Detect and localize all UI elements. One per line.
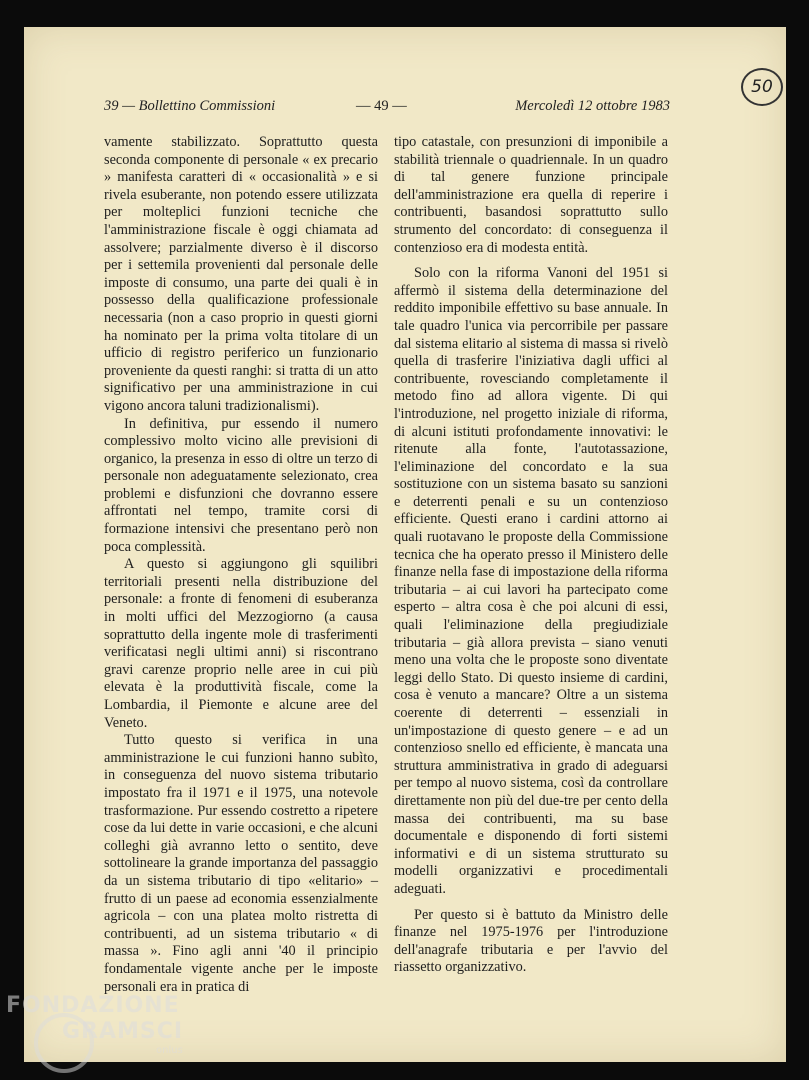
paragraph: Tutto questo si verifica in una amministrazione le cui funzioni hanno subìto, in conseguenza del nuovo sistema tributario impostato fra il 1971 e il 1975, una notevole trasformazione. Pur essendo costretto a ripetere cose da lui dette in varie occasioni, e che alcuni colleghi già avranno letto o sentito, deve sottolineare la grande importanza del passaggio da un sistema tributario di tipo «elitario» – frutto di un paese ad economia essenzialmente agricola – con una platea molto ristretta di contribuenti, ad un sistema tributario « di massa ». Fino agli anni '40 il principio fondamentale vigente anche per le imposte personali era in pratica di bbox=[104, 732, 378, 995]
watermark-line2: GRAMSCI bbox=[62, 1019, 184, 1044]
right-text-column bbox=[394, 134, 668, 977]
header-page-number: — 49 — bbox=[356, 98, 407, 114]
handwritten-page-mark: 50 bbox=[741, 68, 783, 106]
header-left: 39 — Bollettino Commissioni bbox=[104, 98, 276, 114]
running-header bbox=[104, 98, 670, 116]
watermark-onlus: onlus bbox=[156, 1045, 183, 1056]
paragraph: Per questo si è battuto da Ministro delle finanze nel 1975-1976 per l'introduzione dell'anagrafe tributaria e per l'avvio del riassetto organizzativo. bbox=[394, 906, 668, 976]
paragraph: In definitiva, pur essendo il numero complessivo molto vicino alle previsioni di organico, la presenza in esso di oltre un terzo di personale non adeguatamente selezionato, crea problemi e disfunzioni che dovranno essere affrontati nel tempo, tramite corsi di formazione intensivi che presentano però non poca complessità. bbox=[104, 415, 378, 555]
watermark-line1: FONDAZIONE bbox=[6, 993, 180, 1018]
paragraph: vamente stabilizzato. Soprattutto questa seconda componente di personale « ex precario » manifesta caratteri di « occasionalità » e si rivela esuberante, non potendo essere utilizzata per molteplici funzioni tecniche che l'amministrazione fiscale è oggi chiamata ad assolvere; parzialmente diverso è il discorso per i settemila provenienti dal personale delle imposte di consumo, una parte dei quali è in possesso della qualificazione professionale necessaria (non a caso proprio in questi giorni ha nominato per la prima volta titolare di un ufficio di registro periferico un funzionario proveniente da questi ranghi: si tratta di un atto significativo per una amministrazione in cui vigono ancora taluni tradizionalismi). bbox=[104, 134, 378, 414]
left-text-column bbox=[104, 134, 378, 996]
paragraph: A questo si aggiungono gli squilibri territoriali presenti nella distribuzione del personale: a fronte di fenomeni di esuberanza in molti uffici del Mezzogiorno (a causa soprattutto della ingente mole di trasferimenti verificatasi negli ultimi anni) si riscontrano gravi carenze proprio nelle aree in cui più elevata è la produttività fiscale, come la Lombardia, il Piemonte e alcune aree del Veneto. bbox=[104, 556, 378, 731]
paragraph: tipo catastale, con presunzioni di imponibile a stabilità triennale o quadriennale. In un quadro di tal genere funzione principale dell'amministrazione era quella di reperire i contribuenti, basandosi soprattutto sullo strumento del concordato: di conseguenza il contenzioso era di modesta entità. bbox=[394, 134, 668, 256]
paragraph: Solo con la riforma Vanoni del 1951 si affermò il sistema della determinazione del reddito imponibile effettivo su base annuale. In tale quadro l'unica via percorribile per passare dal sistema elitario al sistema di massa si rivelò quella di trasferire l'iniziativa dagli uffici al contribuente, rovesciando completamente il metodo fino ad allora vigente. Di qui l'introduzione, nel progetto iniziale di riforma, di alcuni istituti profondamente innovativi: le ritenute alla fonte, l'autotassazione, l'eliminazione del concordato e la sua sostituzione con un sistema basato su sanzioni e deterrenti penali e su un contenzioso efficiente. Questi erano i cardini attorno ai quali ruotavano le proposte della Commissione tecnica che ha operato presso il Ministero delle finanze nella fase di impostazione della riforma tributaria – ai cui lavori ha partecipato come esperto – altra cosa è che poi alcuni di essi, quali l'eliminazione della pregiudiziale tributaria – già allora prevista – siano venuti meno una volta che le proposte sono diventate leggi dello Stato. Di questo insieme di cardini, cosa è venuto a mancare? Oltre a un sistema coerente di deterrenti – essenziali in un'impostazione di questo genere – e ad un contenzioso snello ed efficiente, è mancata una struttura amministrativa in grado di adeguarsi per tempo al nuovo sistema, così da controllare direttamente non più del due-tre per cento della massa dei contribuenti, ma su base documentale e disponendo di forti sistemi informativi e di un sistema strutturato su modelli organizzativi e procedimentali adeguati. bbox=[394, 265, 668, 897]
archive-watermark bbox=[6, 993, 206, 1073]
header-date: Mercoledì 12 ottobre 1983 bbox=[515, 98, 670, 114]
